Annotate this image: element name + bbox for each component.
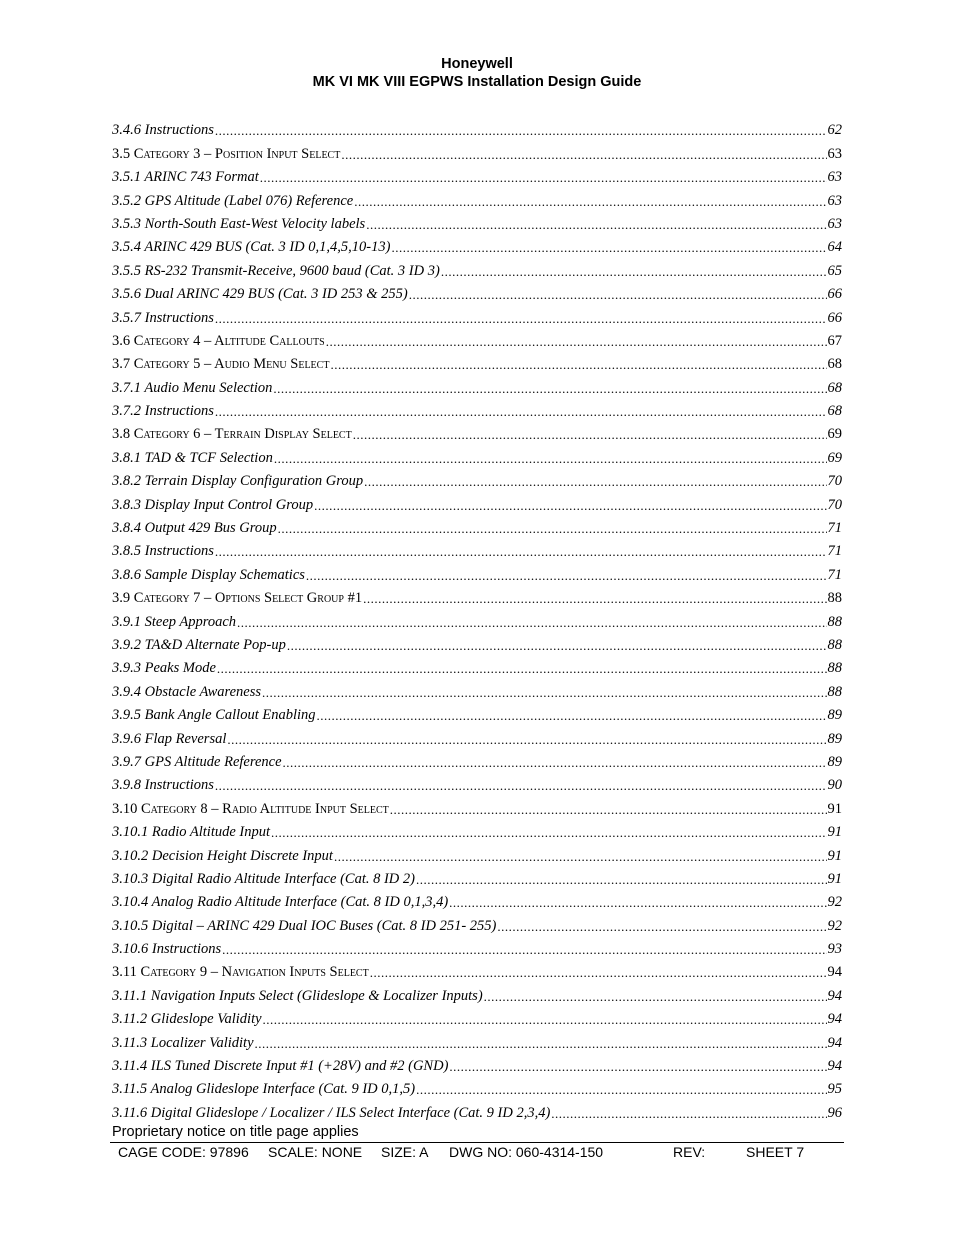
toc-entry[interactable] — [112, 490, 842, 513]
toc-entry-page: 62 — [827, 122, 842, 139]
toc-entry-page: 88 — [827, 660, 842, 677]
toc-entry[interactable] — [112, 1098, 842, 1121]
toc-leader-dots — [449, 1059, 826, 1075]
table-of-contents — [112, 116, 842, 1122]
toc-entry[interactable] — [112, 841, 842, 864]
toc-entry-page: 91 — [827, 800, 842, 817]
toc-entry[interactable] — [112, 327, 842, 350]
toc-leader-dots — [441, 264, 827, 280]
toc-entry-page: 70 — [827, 473, 842, 490]
toc-leader-dots — [497, 919, 826, 935]
toc-leader-dots — [416, 1082, 826, 1098]
toc-leader-dots — [260, 170, 827, 186]
toc-entry-title: 3.9.5 Bank Angle Callout Enabling — [112, 707, 316, 724]
revision-label: REV: — [673, 1144, 706, 1160]
toc-entry-title: 3.7.1 Audio Menu Selection — [112, 379, 273, 396]
toc-entry-title: 3.9.4 Obstacle Awareness — [112, 683, 262, 700]
toc-entry-title: 3.6 Category 4 – Altitude Callouts — [112, 332, 325, 349]
toc-leader-dots — [222, 942, 826, 958]
toc-leader-dots — [330, 357, 826, 373]
toc-entry-page: 96 — [827, 1104, 842, 1121]
toc-entry-title: 3.5.3 North-South East-West Velocity labels — [112, 215, 366, 232]
toc-entry-page: 94 — [827, 1034, 842, 1051]
toc-entry-title: 3.9.3 Peaks Mode — [112, 660, 216, 677]
toc-leader-dots — [484, 989, 827, 1005]
toc-leader-dots — [354, 194, 826, 210]
toc-entry[interactable] — [112, 888, 842, 911]
toc-entry[interactable] — [112, 724, 842, 747]
toc-leader-dots — [215, 123, 827, 139]
toc-leader-dots — [215, 544, 827, 560]
toc-entry-title: 3.8 Category 6 – Terrain Display Select — [112, 426, 352, 443]
toc-entry[interactable] — [112, 748, 842, 771]
toc-entry-title: 3.8.5 Instructions — [112, 543, 214, 560]
toc-entry[interactable] — [112, 701, 842, 724]
toc-leader-dots — [278, 521, 827, 537]
toc-entry[interactable] — [112, 560, 842, 583]
toc-entry-page: 66 — [827, 309, 842, 326]
toc-entry-page: 94 — [827, 987, 842, 1004]
toc-entry[interactable] — [112, 537, 842, 560]
page-header — [0, 55, 954, 91]
footer-divider — [110, 1142, 844, 1143]
toc-leader-dots — [370, 965, 827, 981]
toc-entry-page: 89 — [827, 730, 842, 747]
toc-entry-title: 3.10.4 Analog Radio Altitude Interface (Cat. 8 ID 0,1,3,4) — [112, 894, 449, 911]
toc-leader-dots — [314, 498, 826, 514]
toc-entry-page: 63 — [827, 192, 842, 209]
toc-entry-page: 63 — [827, 169, 842, 186]
toc-leader-dots — [237, 615, 826, 631]
toc-entry[interactable] — [112, 139, 842, 162]
toc-entry[interactable] — [112, 865, 842, 888]
toc-leader-dots — [363, 591, 826, 607]
drawing-number: DWG NO: 060-4314-150 — [449, 1144, 604, 1160]
toc-entry-title: 3.7.2 Instructions — [112, 403, 214, 420]
toc-entry-title: 3.5.7 Instructions — [112, 309, 214, 326]
toc-entry-page: 64 — [827, 239, 842, 256]
toc-entry-page: 91 — [827, 824, 842, 841]
toc-leader-dots — [306, 568, 827, 584]
toc-entry-title: 3.11 Category 9 – Navigation Inputs Select — [112, 964, 369, 981]
toc-entry-title: 3.8.6 Sample Display Schematics — [112, 566, 305, 583]
toc-leader-dots — [551, 1106, 826, 1122]
toc-entry[interactable] — [112, 116, 842, 139]
toc-leader-dots — [449, 895, 826, 911]
toc-entry[interactable] — [112, 1052, 842, 1075]
toc-entry-page: 71 — [827, 520, 842, 537]
toc-leader-dots — [215, 311, 827, 327]
toc-leader-dots — [255, 1036, 827, 1052]
toc-entry[interactable] — [112, 256, 842, 279]
toc-entry-page: 68 — [827, 403, 842, 420]
toc-entry-page: 89 — [827, 707, 842, 724]
toc-entry-title: 3.11.2 Glideslope Validity — [112, 1011, 262, 1028]
toc-entry-page: 70 — [827, 496, 842, 513]
toc-entry-title: 3.10.6 Instructions — [112, 941, 222, 958]
sheet-number: SHEET 7 — [746, 1144, 805, 1160]
toc-leader-dots — [274, 451, 827, 467]
toc-leader-dots — [409, 287, 827, 303]
toc-entry-title: 3.5.5 RS-232 Transmit-Receive, 9600 baud (Cat. 3 ID 3) — [112, 262, 440, 279]
company-name: Honeywell — [441, 56, 513, 72]
toc-entry-page: 68 — [827, 356, 842, 373]
page-footer — [118, 1144, 838, 1162]
toc-entry-title: 3.4.6 Instructions — [112, 122, 214, 139]
toc-entry-title: 3.9.6 Flap Reversal — [112, 730, 227, 747]
toc-entry[interactable] — [112, 233, 842, 256]
toc-entry[interactable] — [112, 958, 842, 981]
toc-leader-dots — [366, 217, 826, 233]
toc-entry-page: 88 — [827, 636, 842, 653]
toc-leader-dots — [317, 708, 827, 724]
toc-entry-page: 94 — [827, 1058, 842, 1075]
toc-entry-page: 90 — [827, 777, 842, 794]
toc-entry[interactable] — [112, 935, 842, 958]
toc-entry-title: 3.10.2 Decision Height Discrete Input — [112, 847, 333, 864]
toc-entry[interactable] — [112, 677, 842, 700]
toc-leader-dots — [283, 755, 827, 771]
toc-entry[interactable] — [112, 397, 842, 420]
toc-entry[interactable] — [112, 163, 842, 186]
toc-entry[interactable] — [112, 911, 842, 934]
toc-entry[interactable] — [112, 303, 842, 326]
document-title: MK VI MK VIII EGPWS Installation Design Guide — [312, 74, 642, 90]
toc-entry-page: 89 — [827, 753, 842, 770]
toc-entry-page: 93 — [827, 941, 842, 958]
toc-entry-page: 67 — [827, 332, 842, 349]
toc-entry[interactable] — [112, 467, 842, 490]
toc-entry-page: 69 — [827, 426, 842, 443]
toc-entry[interactable] — [112, 1028, 842, 1051]
toc-leader-dots — [215, 404, 827, 420]
toc-entry[interactable] — [112, 584, 842, 607]
toc-entry-title: 3.8.3 Display Input Control Group — [112, 496, 314, 513]
toc-entry-page: 92 — [827, 917, 842, 934]
toc-entry-title: 3.8.1 TAD & TCF Selection — [112, 449, 273, 466]
toc-entry-title: 3.7 Category 5 – Audio Menu Select — [112, 356, 330, 373]
toc-leader-dots — [271, 825, 826, 841]
toc-entry-title: 3.5.2 GPS Altitude (Label 076) Reference — [112, 192, 354, 209]
toc-entry-page: 66 — [827, 286, 842, 303]
toc-leader-dots — [364, 474, 826, 490]
toc-leader-dots — [353, 427, 827, 443]
toc-leader-dots — [273, 381, 826, 397]
toc-entry[interactable] — [112, 654, 842, 677]
toc-leader-dots — [217, 661, 827, 677]
toc-entry-title: 3.10.3 Digital Radio Altitude Interface (Cat. 8 ID 2) — [112, 870, 415, 887]
toc-entry[interactable] — [112, 794, 842, 817]
toc-entry-page: 91 — [827, 870, 842, 887]
toc-entry-page: 63 — [827, 145, 842, 162]
toc-leader-dots — [262, 685, 826, 701]
toc-entry[interactable] — [112, 443, 842, 466]
toc-entry-title: 3.11.4 ILS Tuned Discrete Input #1 (+28V) and #2 (GND) — [112, 1058, 449, 1075]
toc-entry-page: 92 — [827, 894, 842, 911]
toc-entry-page: 95 — [827, 1081, 842, 1098]
toc-entry-page: 65 — [827, 262, 842, 279]
toc-leader-dots — [263, 1012, 827, 1028]
toc-leader-dots — [215, 778, 827, 794]
toc-entry[interactable] — [112, 981, 842, 1004]
cage-code: CAGE CODE: 97896 — [118, 1144, 249, 1160]
toc-entry[interactable] — [112, 631, 842, 654]
toc-entry-title: 3.11.1 Navigation Inputs Select (Glideslope & Localizer Inputs) — [112, 987, 483, 1004]
toc-entry[interactable] — [112, 607, 842, 630]
toc-entry-title: 3.11.3 Localizer Validity — [112, 1034, 254, 1051]
toc-entry-title: 3.5.6 Dual ARINC 429 BUS (Cat. 3 ID 253 & 255) — [112, 286, 408, 303]
toc-entry-page: 88 — [827, 683, 842, 700]
toc-entry-page: 63 — [827, 215, 842, 232]
toc-entry[interactable] — [112, 350, 842, 373]
toc-entry-title: 3.10.5 Digital – ARINC 429 Dual IOC Buses (Cat. 8 ID 251- 255) — [112, 917, 497, 934]
toc-entry-page: 91 — [827, 847, 842, 864]
proprietary-notice: Proprietary notice on title page applies — [112, 1124, 359, 1140]
toc-entry-title: 3.10 Category 8 – Radio Altitude Input Select — [112, 800, 389, 817]
toc-entry[interactable] — [112, 373, 842, 396]
toc-entry-page: 71 — [827, 566, 842, 583]
toc-entry-page: 68 — [827, 379, 842, 396]
toc-entry[interactable] — [112, 514, 842, 537]
toc-entry-page: 94 — [827, 1011, 842, 1028]
size-label: SIZE: A — [381, 1144, 429, 1160]
toc-entry[interactable] — [112, 420, 842, 443]
toc-entry-title: 3.9.8 Instructions — [112, 777, 214, 794]
toc-leader-dots — [287, 638, 827, 654]
toc-entry[interactable] — [112, 280, 842, 303]
toc-entry-page: 94 — [827, 964, 842, 981]
toc-entry-title: 3.11.5 Analog Glideslope Interface (Cat. 9 ID 0,1,5) — [112, 1081, 416, 1098]
toc-leader-dots — [391, 240, 826, 256]
toc-leader-dots — [334, 849, 827, 865]
toc-leader-dots — [326, 334, 827, 350]
toc-entry[interactable] — [112, 186, 842, 209]
toc-entry-title: 3.11.6 Digital Glideslope / Localizer / ILS Select Interface (Cat. 9 ID 2,3,4) — [112, 1104, 551, 1121]
toc-entry-title: 3.9.1 Steep Approach — [112, 613, 237, 630]
toc-entry-title: 3.10.1 Radio Altitude Input — [112, 824, 271, 841]
toc-entry-title: 3.8.2 Terrain Display Configuration Group — [112, 473, 364, 490]
toc-entry-title: 3.9.2 TA&D Alternate Pop-up — [112, 636, 286, 653]
toc-entry-page: 71 — [827, 543, 842, 560]
toc-entry[interactable] — [112, 818, 842, 841]
scale-label: SCALE: NONE — [268, 1144, 363, 1160]
toc-entry-title: 3.8.4 Output 429 Bus Group — [112, 520, 277, 537]
toc-entry[interactable] — [112, 1005, 842, 1028]
toc-entry-title: 3.5.1 ARINC 743 Format — [112, 169, 259, 186]
toc-entry-title: 3.9.7 GPS Altitude Reference — [112, 753, 282, 770]
toc-entry[interactable] — [112, 210, 842, 233]
toc-entry-title: 3.5.4 ARINC 429 BUS (Cat. 3 ID 0,1,4,5,10-13) — [112, 239, 391, 256]
toc-entry-title: 3.5 Category 3 – Position Input Select — [112, 145, 341, 162]
toc-entry-page: 88 — [827, 590, 842, 607]
toc-leader-dots — [390, 802, 827, 818]
toc-entry-page: 69 — [827, 449, 842, 466]
toc-entry-page: 88 — [827, 613, 842, 630]
toc-entry-title: 3.9 Category 7 – Options Select Group #1 — [112, 590, 363, 607]
toc-leader-dots — [341, 147, 826, 163]
toc-leader-dots — [227, 732, 826, 748]
toc-leader-dots — [416, 872, 827, 888]
toc-entry[interactable] — [112, 1075, 842, 1098]
toc-entry[interactable] — [112, 771, 842, 794]
